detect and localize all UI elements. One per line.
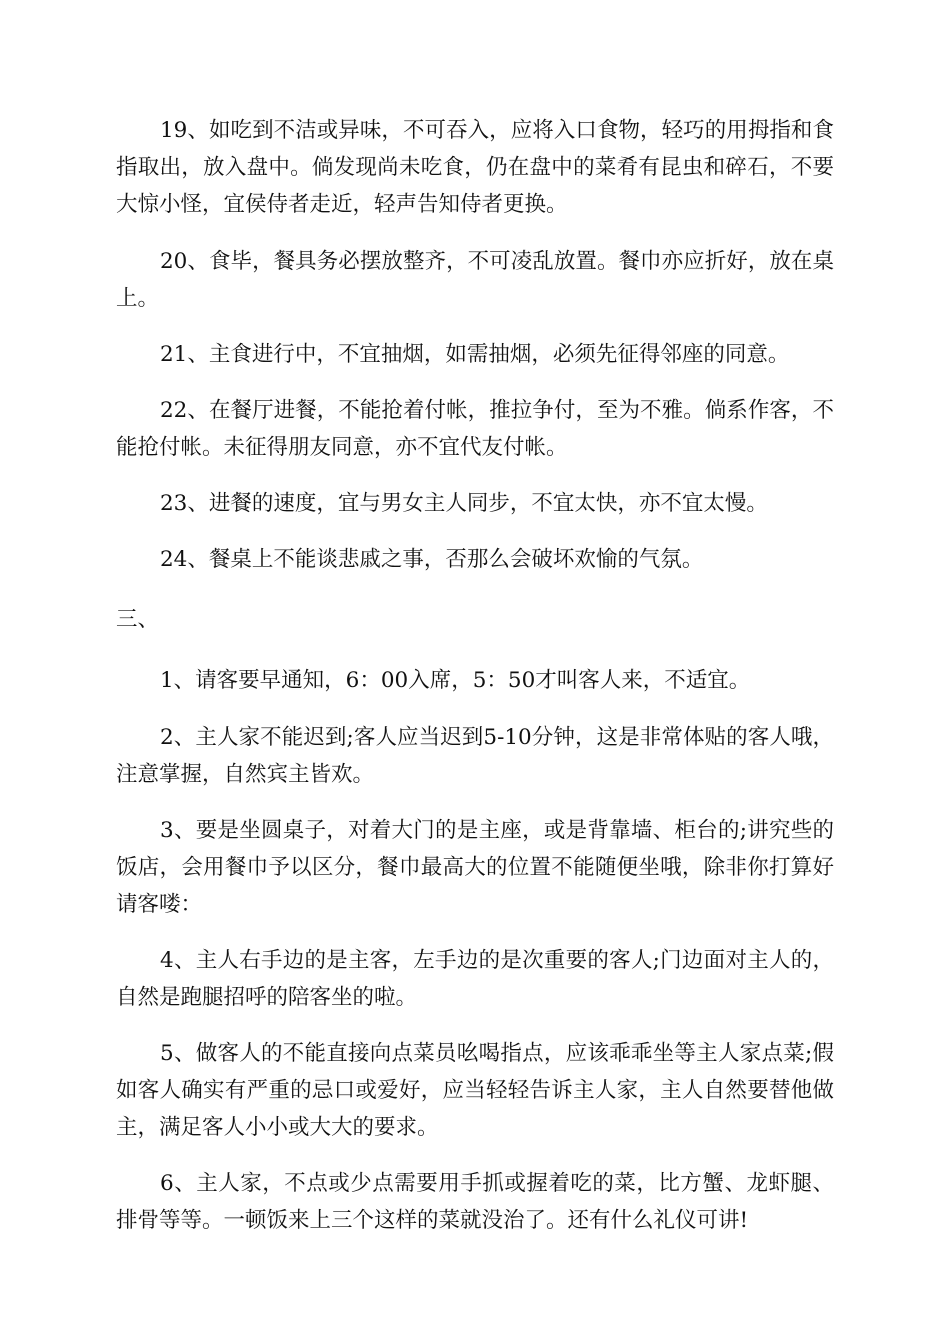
- rule-paragraph-20: 20、食毕，餐具务必摆放整齐，不可凌乱放置。餐巾亦应折好，放在桌上。: [116, 249, 834, 311]
- rule-paragraph-24: 24、餐桌上不能谈悲戚之事，否那么会破坏欢愉的气氛。: [160, 547, 704, 572]
- rule-paragraph-23: 23、进餐的速度，宜与男女主人同步，不宜太快，亦不宜太慢。: [160, 491, 768, 516]
- rule-paragraph-21: 21、主食进行中，不宜抽烟，如需抽烟，必须先征得邻座的同意。: [160, 342, 790, 367]
- rule-paragraph-22: 22、在餐厅进餐，不能抢着付帐，推拉争付，至为不雅。倘系作客，不能抢付帐。未征得朋友同意，亦不宜代友付帐。: [116, 398, 834, 460]
- section-item-1: 1、请客要早通知，6：00入席，5：50才叫客人来，不适宜。: [160, 668, 751, 693]
- section-item-2: 2、主人家不能迟到;客人应当迟到5-10分钟，这是非常体贴的客人哦，注意掌握，自然宾主皆欢。: [116, 725, 834, 787]
- section-item-5: 5、做客人的不能直接向点菜员吆喝指点，应该乖乖坐等主人家点菜;假如客人确实有严重的忌口或爱好，应当轻轻告诉主人家，主人自然要替他做主，满足客人小小或大大的要求。: [116, 1041, 834, 1140]
- rule-paragraph-19: 19、如吃到不洁或异味，不可吞入，应将入口食物，轻巧的用拇指和食指取出，放入盘中。倘发现尚未吃食，仍在盘中的菜肴有昆虫和碎石，不要大惊小怪，宜侯侍者走近，轻声告知侍者更换。: [116, 118, 834, 217]
- section-item-6: 6、主人家，不点或少点需要用手抓或握着吃的菜，比方蟹、龙虾腿、排骨等等。一顿饭来上三个这样的菜就没治了。还有什么礼仪可讲!: [116, 1171, 834, 1233]
- document-body: [116, 112, 834, 1239]
- section-heading: 三、: [116, 607, 160, 632]
- section-item-4: 4、主人右手边的是主客，左手边的是次重要的客人;门边面对主人的，自然是跑腿招呼的陪客坐的啦。: [116, 948, 834, 1010]
- section-item-3: 3、要是坐圆桌子，对着大门的是主座，或是背靠墙、柜台的;讲究些的饭店，会用餐巾予以区分，餐巾最高大的位置不能随便坐哦，除非你打算好请客喽：: [116, 818, 834, 917]
